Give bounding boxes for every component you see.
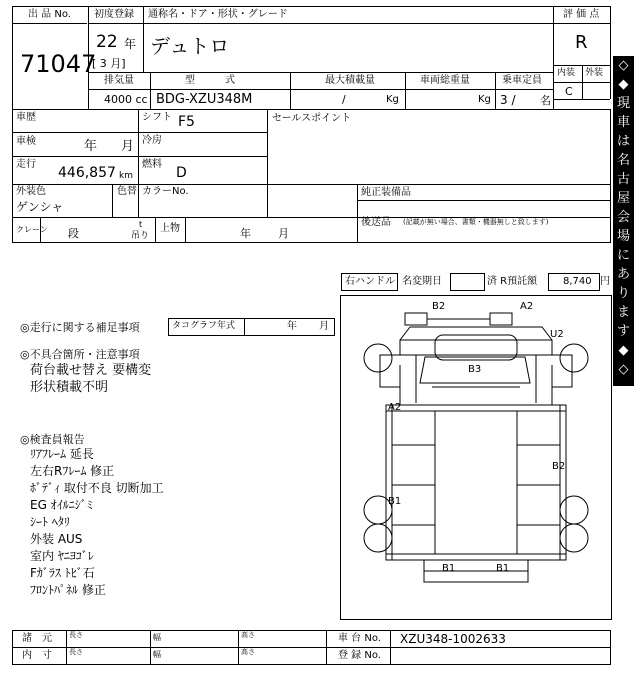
chassis-label: 車 台 No.: [338, 633, 381, 644]
ac-label: 冷房: [142, 135, 162, 146]
name-label: 通称名・ドア・形状・グレード: [148, 9, 288, 20]
banner-char: 古: [616, 172, 630, 187]
eval-label: 評 価 点: [563, 9, 600, 20]
reg-year: 22: [96, 32, 118, 52]
crane-ton: t: [139, 220, 143, 229]
recycle-box: [548, 273, 600, 291]
gross-label: 車両総重量: [420, 75, 470, 86]
banner-char: ◆: [618, 343, 629, 358]
color-code-label: カラーNo.: [142, 186, 189, 197]
banner-char: 場: [616, 229, 630, 244]
damage-mark: B3: [468, 364, 482, 375]
color-label: 外装色: [16, 186, 46, 197]
capacity-value: 3 /: [500, 93, 516, 107]
banner-char: 会: [616, 210, 630, 225]
inspector-item: 室内 ﾔﾆﾖｺﾞﾚ: [30, 549, 94, 563]
damage-mark: A2: [388, 402, 402, 413]
inspector-item: 外装 AUS: [30, 532, 83, 546]
equipment-label: 純正装備品: [361, 187, 411, 198]
mileage-value: 446,857: [58, 165, 116, 181]
interior-width-label: 幅: [153, 650, 161, 659]
dims-length-label: 長さ: [69, 631, 83, 639]
banner-char: 屋: [616, 191, 630, 206]
history-label: 車歴: [16, 112, 36, 123]
interior-length-label: 長さ: [69, 648, 83, 656]
displacement-value: 4000 cc: [104, 93, 148, 106]
inspector-item: ﾌﾛﾝﾄﾊﾟﾈﾙ 修正: [30, 583, 106, 597]
first-reg-label: 初度登録: [94, 9, 134, 20]
color-value: ゲンシャ: [16, 200, 64, 214]
color-change-label: 色替: [117, 186, 137, 197]
banner-char: ◇: [618, 58, 629, 73]
registration-label: 登 録 No.: [338, 650, 381, 661]
reg-month: [ 3 月]: [92, 57, 126, 70]
max-load-label: 最大積載量: [325, 75, 375, 86]
banner-char: に: [616, 248, 630, 263]
max-load-value: /: [342, 93, 346, 106]
damage-mark: B1: [442, 563, 456, 574]
tachograph-label: タコグラフ年式: [172, 321, 236, 331]
accessories-label: 後送品: [361, 217, 391, 228]
interior-score: C: [565, 85, 573, 98]
dims-width-label: 幅: [153, 633, 161, 642]
banner-char: す: [616, 324, 630, 339]
accessories-note: (記載が無い場合、書類・機器無しと致します): [403, 218, 549, 226]
defects-title: ◎不具合箇所・注意事項: [20, 348, 140, 361]
max-load-unit: Kg: [386, 94, 399, 105]
inspector-item: ﾎﾞﾃﾞｨ 取付不良 切断加工: [30, 481, 164, 495]
recycle-label: 済 R預託額: [487, 276, 538, 287]
fuel-value: D: [176, 165, 187, 181]
tachograph-box: [168, 318, 335, 336]
mileage-unit: km: [119, 171, 133, 181]
inspection-month: 月: [121, 139, 135, 154]
chassis-number: XZU348-1002633: [400, 632, 506, 646]
damage-mark: B1: [388, 496, 402, 507]
lot-number: 71047: [20, 50, 97, 78]
load-label: 上物: [160, 223, 180, 234]
name-change-label: 名変期日: [402, 276, 442, 287]
shift-value: F5: [178, 114, 195, 130]
inspection-year: 年: [84, 139, 98, 154]
load-year: 年: [240, 227, 251, 240]
reg-year-unit: 年: [124, 37, 137, 51]
defects-item: 荷台載せ替え 要構変: [30, 363, 152, 378]
gross-unit: Kg: [478, 94, 491, 105]
inspection-label: 車検: [16, 136, 36, 147]
interior-dims-label: 内 寸: [22, 650, 52, 661]
car-name: デュトロ: [150, 34, 230, 58]
model-label: 型 式: [185, 75, 235, 86]
sales-point-label: セールスポイント: [272, 113, 352, 124]
recycle-unit: 円: [600, 276, 610, 287]
banner-char: 現: [616, 96, 630, 111]
inspector-item: ｼｰﾄ ﾍﾀﾘ: [30, 515, 70, 529]
crane-hoist: 吊り: [131, 231, 150, 241]
damage-mark: B1: [496, 563, 510, 574]
tachograph-year: 年: [287, 321, 297, 332]
inspector-item: 左右Rﾌﾚｰﾑ 修正: [30, 464, 115, 478]
banner-char: ま: [616, 305, 630, 320]
inspector-item: ﾘｱﾌﾚｰﾑ 延長: [30, 447, 94, 461]
capacity-unit: 名: [540, 94, 551, 107]
damage-mark: B2: [552, 461, 566, 472]
eval-score: R: [575, 32, 588, 53]
dims-height-label: 高さ: [241, 631, 255, 639]
crane-stage: 段: [68, 227, 79, 240]
rhd-badge: 右ハンドル: [341, 273, 398, 291]
banner-char: 車: [616, 115, 630, 130]
damage-mark: U2: [550, 329, 564, 340]
inspector-title: ◎検査員報告: [20, 433, 85, 446]
recycle-value: 8,740: [563, 276, 592, 287]
model-value: BDG-XZU348M: [156, 92, 253, 107]
damage-mark: B2: [432, 301, 446, 312]
fuel-label: 燃料: [142, 159, 162, 170]
vehicle-diagram: [340, 295, 612, 620]
capacity-label: 乗車定員: [502, 75, 542, 86]
lot-label: 出 品 No.: [28, 9, 71, 20]
banner-char: は: [616, 134, 630, 149]
inspector-item: Fｶﾞﾗｽ ﾄﾋﾞ石: [30, 566, 95, 580]
shift-label: シフト: [142, 112, 172, 123]
interior-label: 内装: [557, 68, 576, 78]
interior-height-label: 高さ: [241, 648, 255, 656]
dims-label: 諸 元: [22, 633, 52, 644]
driving-notes-title: ◎走行に関する補足事項: [20, 321, 140, 334]
inspector-item: EG ｵｲﾙﾆｼﾞﾐ: [30, 498, 93, 512]
location-banner: [613, 56, 634, 386]
mileage-label: 走行: [16, 159, 36, 170]
defects-item: 形状積載不明: [30, 380, 109, 395]
crane-label: クレーン: [16, 225, 48, 234]
exterior-label: 外装: [585, 68, 604, 78]
name-change-date: [450, 273, 485, 291]
damage-mark: A2: [520, 301, 534, 312]
banner-char: 名: [616, 153, 630, 168]
banner-char: あ: [616, 267, 630, 282]
banner-char: ◆: [618, 77, 629, 92]
banner-char: ◇: [618, 362, 629, 377]
load-month: 月: [278, 227, 289, 240]
displacement-label: 排気量: [104, 75, 134, 86]
tachograph-month: 月: [319, 321, 329, 332]
banner-char: り: [616, 286, 630, 301]
